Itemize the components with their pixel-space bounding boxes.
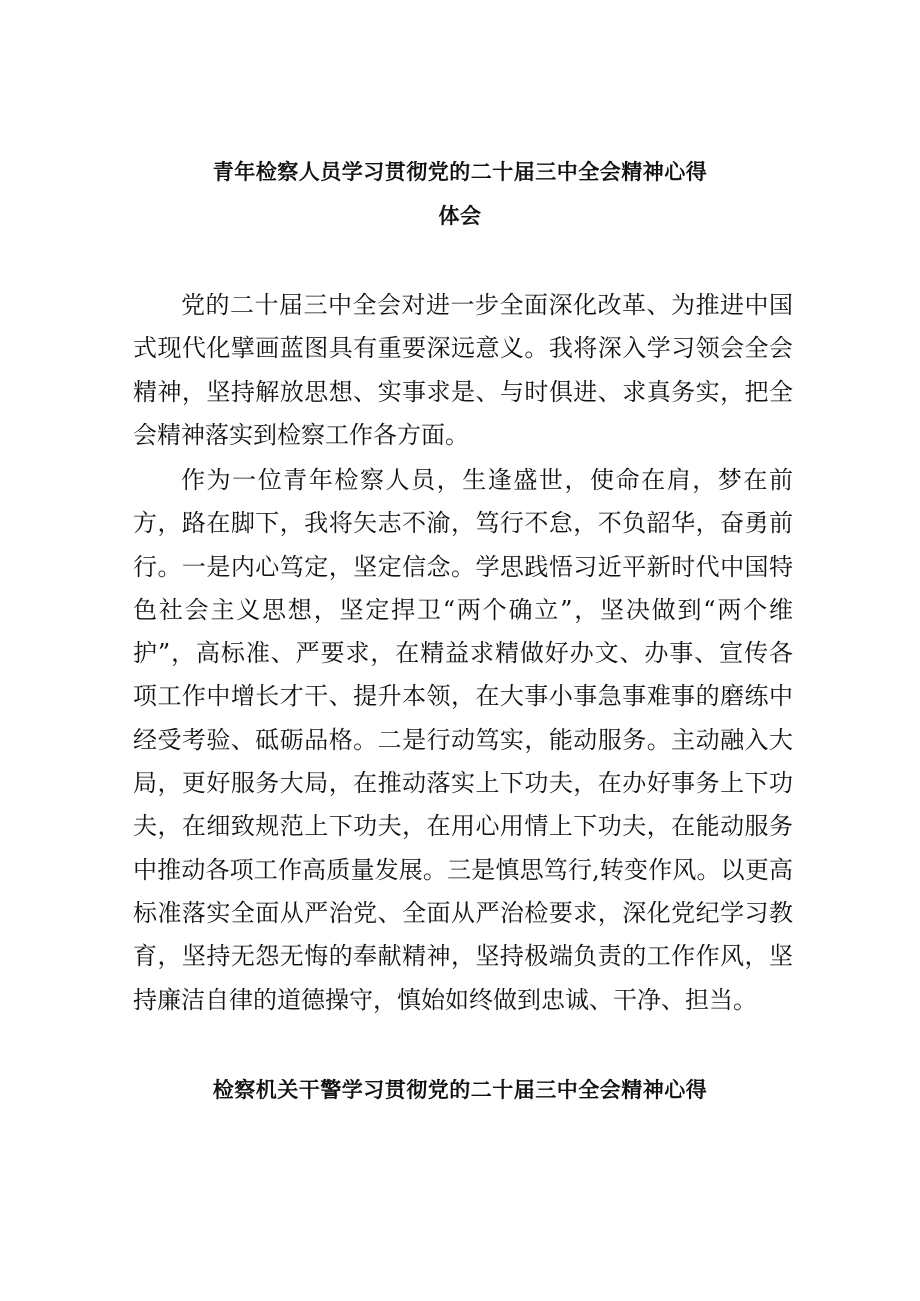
section1-paragraph-1: 党的二十届三中全会对进一步全面深化改革、为推进中国式现代化擘画蓝图具有重要深远意义。我将深入学习领会全会精神，坚持解放思想、实事求是、与时俱进、求真务实，把全会精神落实到检察工作各方面。 <box>133 291 793 449</box>
section1-title-line1: 青年检察人员学习贯彻党的二十届三中全会精神心得 <box>212 160 708 184</box>
section1-paragraph-2: 作为一位青年检察人员，生逢盛世，使命在肩，梦在前方，路在脚下，我将矢志不渝，笃行不怠，不负韶华，奋勇前行。一是内心笃定，坚定信念。学思践悟习近平新时代中国特色社会主义思想，坚定捍卫“两个确立”，坚决做到“两个维护”，高标准、严要求，在精益求精做好办文、办事、宣传各项工作中增长才干、提升本领，在大事小事急事难事的磨练中经受考验、砥砺品格。二是行动笃实，能动服务。主动融入大局，更好服务大局，在推动落实上下功夫，在办好事务上下功夫，在细致规范上下功夫，在用心用情上下功夫，在能动服务中推动各项工作高质量发展。三是慎思笃行,转变作风。以更高标准落实全面从严治党、全面从严治检要求，深化党纪学习教育，坚持无怨无悔的奉献精神，坚持极端负责的工作作风，坚持廉洁自律的道德操守，慎始如终做到忠诚、干净、担当。 <box>133 466 793 1014</box>
section2-title: 检察机关干警学习贯彻党的二十届三中全会精神心得 <box>212 1078 708 1102</box>
section1-title-line2: 体会 <box>438 204 482 228</box>
